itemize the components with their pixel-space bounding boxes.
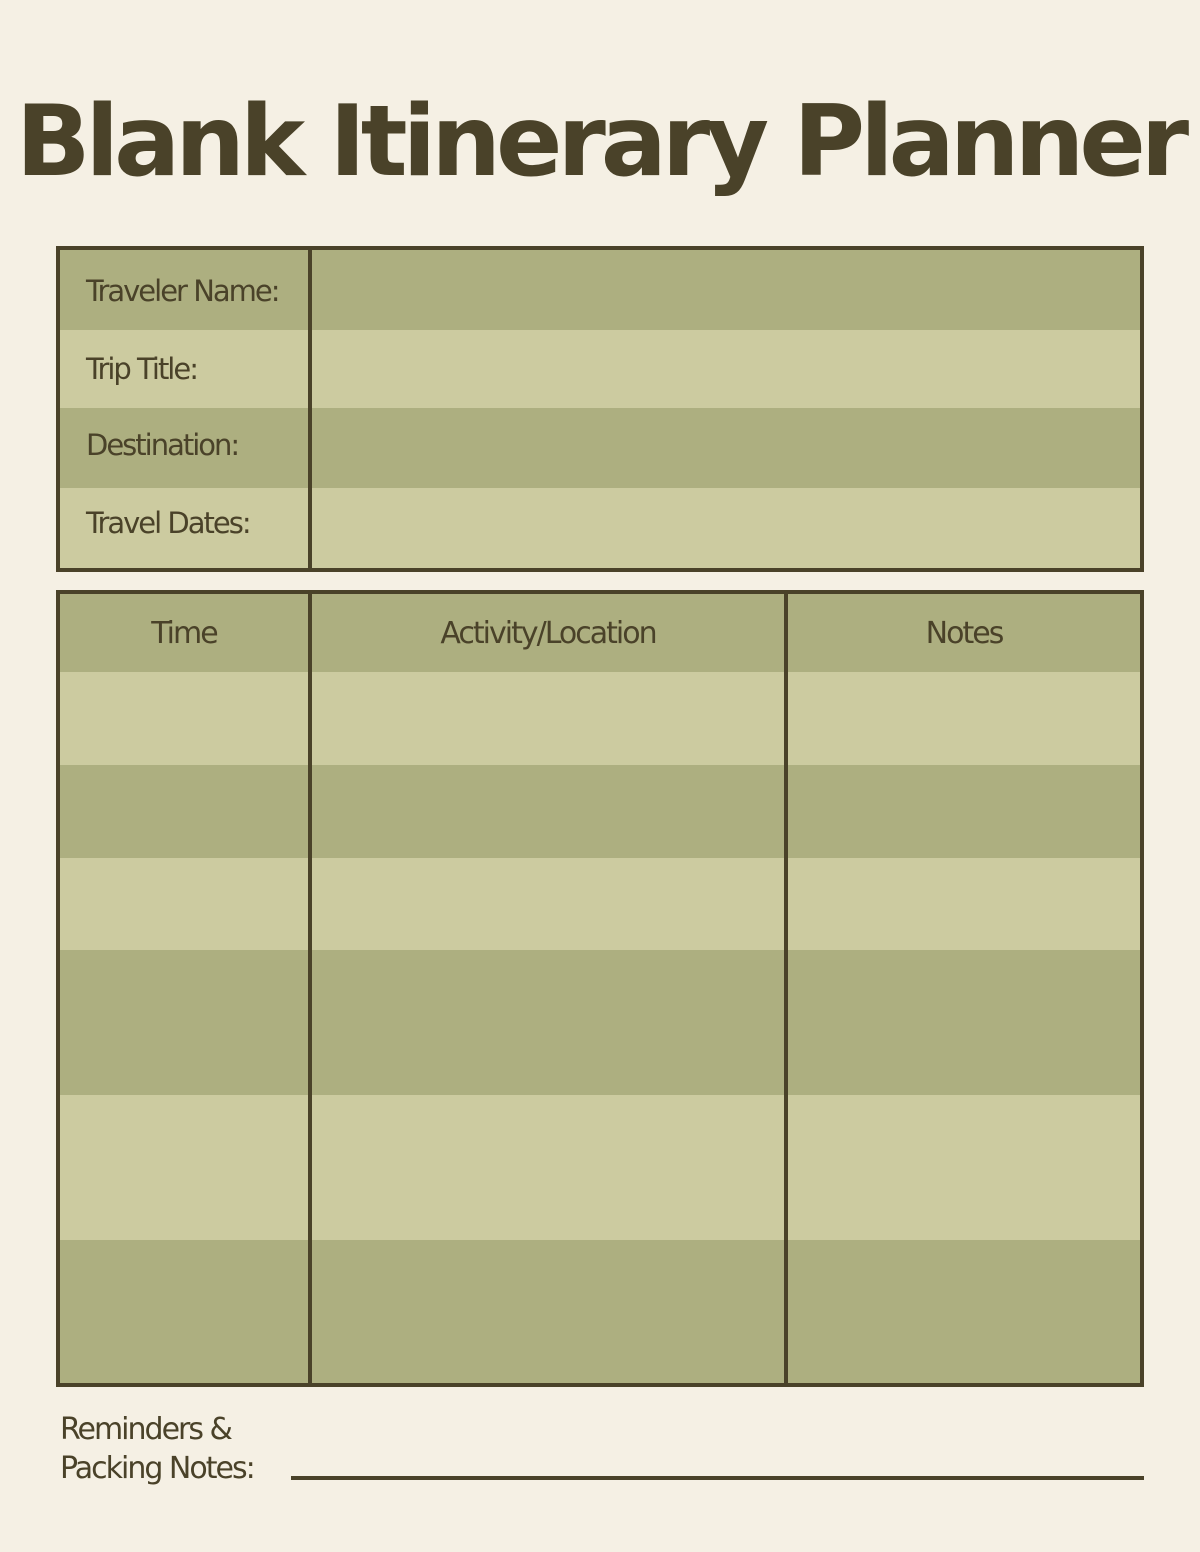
info-row-destination[interactable] — [60, 408, 1140, 488]
table-row[interactable] — [60, 672, 1140, 765]
travel-dates-label: Travel Dates: — [86, 506, 250, 540]
reminders-label-line1: Reminders & — [60, 1412, 231, 1447]
reminders-write-line[interactable] — [291, 1476, 1144, 1480]
reminders-label-line2: Packing Notes: — [60, 1451, 254, 1486]
schedule-table — [56, 590, 1144, 1387]
info-row-trip-title[interactable] — [60, 330, 1140, 408]
trip-info-table — [56, 246, 1144, 572]
column-header-notes: Notes — [925, 616, 1003, 651]
trip-title-label: Trip Title: — [86, 352, 197, 386]
table-row[interactable] — [60, 950, 1140, 1095]
column-header-time: Time — [151, 616, 217, 651]
column-header-activity: Activity/Location — [440, 616, 656, 651]
table-row[interactable] — [60, 765, 1140, 858]
traveler-name-label: Traveler Name: — [86, 274, 279, 308]
page-title: Blank Itinerary Planner — [15, 85, 1185, 199]
table-row[interactable] — [60, 858, 1140, 950]
destination-label: Destination: — [86, 428, 239, 462]
info-row-traveler-name[interactable] — [60, 250, 1140, 330]
info-column-divider — [308, 250, 312, 568]
table-row[interactable] — [60, 1095, 1140, 1240]
reminders-label — [60, 1410, 280, 1488]
schedule-header-row — [60, 594, 1140, 672]
column-divider — [784, 594, 788, 1383]
table-row[interactable] — [60, 1240, 1140, 1383]
info-row-travel-dates[interactable] — [60, 488, 1140, 568]
column-divider — [308, 594, 312, 1383]
